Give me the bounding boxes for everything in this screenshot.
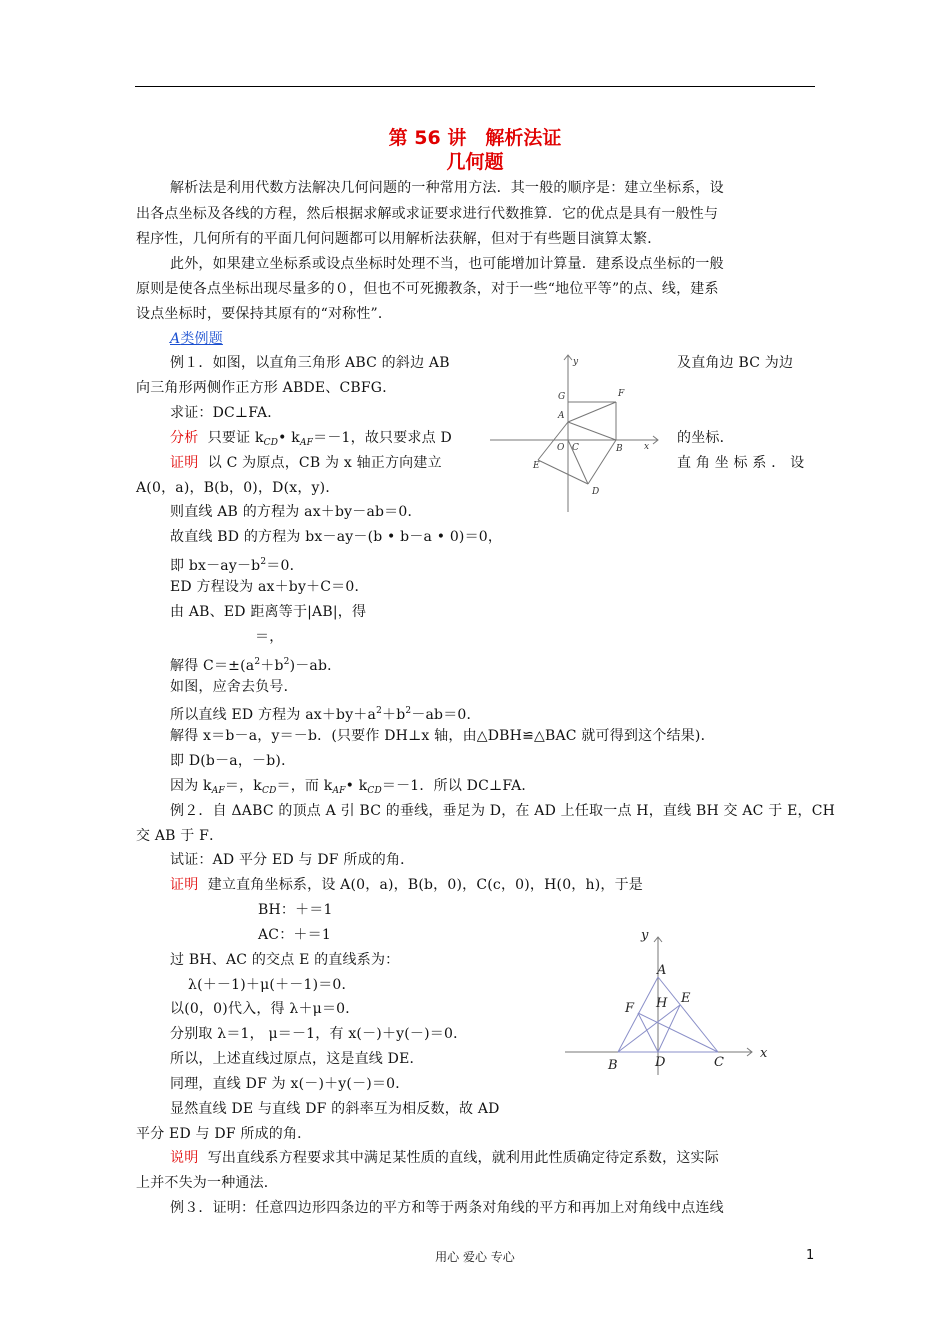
fig1-label-A: A — [558, 411, 565, 421]
fig2-label-E: E — [681, 991, 691, 1006]
section-a-link[interactable]: A类例题 — [170, 331, 223, 347]
ex1-line13: 解得 $C=\pm(a^2+b^2)-ab$． — [170, 657, 342, 674]
ex1-analysis-right: 的坐标． — [677, 430, 734, 446]
fig2-label-y: y — [641, 928, 649, 943]
ex1-line12: ＝， — [255, 629, 284, 645]
fig1-label-D: D — [592, 487, 600, 497]
ex1-line1: 例１．如图，以直角三角形 ABC 的斜边 AB — [170, 355, 450, 371]
intro-p1-l1: 解析法是利用代数方法解决几何问题的一种常用方法．其一般的顺序是：建立坐标系，设 — [170, 180, 724, 196]
ex2-line7: 过 BH、AC 的交点 E 的直线系为： — [170, 952, 400, 968]
figure-1-squares — [490, 350, 665, 512]
intro-p1-l2: 出各点坐标及各线的方程，然后根据求解或求证要求进行代数推算．它的优点是具有一般性与 — [136, 206, 719, 222]
ex2-line1: 例２．自 ΔABC 的顶点 A 引 BC 的垂线，垂足为 D，在 AD 上任取一点 H，直线 BH 交 AC 于 E，CH — [170, 803, 836, 819]
ex1-line7: 则直线 AB 的方程为 ax＋by－ab＝0． — [170, 504, 422, 520]
ex1-line14: 如图，应舍去负号． — [170, 679, 298, 695]
fig1-label-E: E — [533, 461, 540, 471]
fig2-label-x: x — [760, 1046, 768, 1061]
ex2-bh-eq: BH：＋＝1 — [258, 902, 333, 918]
intro-p2-l3: 设点坐标时，要保持其原有的“对称性”． — [136, 306, 393, 322]
ex2-line8: λ(＋－1)＋μ(＋－1)＝0． — [188, 977, 356, 993]
ex2-note-l2: 上并不失为一种通法． — [136, 1175, 278, 1191]
ex1-line16: 解得 x＝b－a，y＝－b．(只要作 DH⊥x 轴，由△DBH≌△BAC 就可得到这个结果)． — [170, 728, 715, 744]
ex1-line2: 向三角形两侧作正方形 ABDE、CBFG． — [136, 380, 397, 396]
page-title-line2: 几何题 — [446, 151, 504, 173]
ex2-note: 说明 写出直线系方程要求其中满足某性质的直线，就利用此性质确定待定系数，这实际 — [170, 1150, 719, 1166]
ex2-line11: 所以，上述直线过原点，这是直线 DE． — [170, 1051, 424, 1067]
fig1-label-C: C — [572, 443, 579, 453]
page-title: 第 56 讲 解析法证 — [388, 127, 562, 149]
fig2-label-F: F — [625, 1001, 635, 1016]
ex1-proof-right: 直 角 坐 标 系 ． 设 — [677, 455, 805, 471]
intro-p2-l1: 此外，如果建立坐标系或设点坐标时处理不当，也可能增加计算量．建系设点坐标的一般 — [170, 256, 724, 272]
ex1-line18: 因为 $k_{AF}=$，$k_{CD}=$，而 $k_{AF}•$ $k_{CD}=-1$．所以 DC⊥FA． — [170, 778, 536, 796]
ex1-line11: 由 AB、ED 距离等于|AB|，得 — [170, 604, 367, 620]
fig1-label-F: F — [618, 389, 625, 399]
header-rule — [135, 86, 815, 87]
ex2-ac-eq: AC：＋＝1 — [258, 927, 331, 943]
footer-text: 用心 爱心 专心 — [435, 1250, 515, 1264]
ex1-line10: ED 方程设为 ax＋by＋C＝0． — [170, 579, 369, 595]
intro-p2-l2: 原则是使各点坐标出现尽量多的０，但也不可死搬教条，对于一些“地位平等”的点、线，建系 — [136, 281, 719, 297]
ex2-line14: 平分 ED 与 DF 所成的角． — [136, 1126, 312, 1142]
ex1-line17: 即 D(b－a，－b)． — [170, 753, 296, 769]
ex1-proof: 证明 以 C 为原点，CB 为 x 轴正方向建立 — [170, 455, 442, 471]
intro-p1-l3: 程序性，几何所有的平面几何问题都可以用解析法获解，但对于有些题目演算太繁． — [136, 231, 662, 247]
ex2-line10: 分别取 λ＝1， μ＝－1，有 x(－)＋y(－)＝0． — [170, 1026, 468, 1042]
fig2-label-D: D — [655, 1055, 666, 1070]
ex2-proof: 证明 建立直角坐标系，设 A(0，a)，B(b，0)，C(c，0)，H(0，h)，于是 — [170, 877, 643, 893]
ex2-line3: 试证：AD 平分 ED 与 DF 所成的角． — [170, 852, 415, 868]
fig2-label-C: C — [714, 1055, 724, 1070]
ex1-analysis: 分析 只要证 $k_{CD}•$ $k_{AF}=-1$，故只要求点 D — [170, 430, 452, 448]
figure-2-triangle — [560, 925, 775, 1075]
fig2-label-H: H — [656, 996, 668, 1011]
fig2-label-A: A — [657, 963, 667, 978]
fig1-label-x: x — [644, 442, 650, 452]
ex1-line1-right: 及直角边 BC 为边 — [677, 355, 794, 371]
fig1-label-G: G — [558, 392, 566, 402]
ex1-line3: 求证：DC⊥FA． — [170, 405, 282, 421]
ex2-line9: 以(0，0)代入，得 λ＋μ＝0． — [170, 1001, 360, 1017]
ex2-line13: 显然直线 DE 与直线 DF 的斜率互为相反数，故 AD — [170, 1101, 500, 1117]
fig1-label-O: O — [557, 443, 565, 453]
ex2-line12: 同理，直线 DF 为 x(－)＋y(－)＝0． — [170, 1076, 410, 1092]
page-number: 1 — [806, 1248, 815, 1263]
fig2-label-B: B — [608, 1058, 618, 1073]
fig1-label-y: y — [573, 357, 579, 367]
ex1-line15: 所以直线 ED 方程为 $ax+by+a^2+b^2-ab=0$． — [170, 706, 481, 723]
fig1-label-B: B — [616, 444, 623, 454]
ex1-line6: A(0，a)，B(b，0)，D(x，y)． — [136, 480, 340, 496]
ex1-line8: 故直线 BD 的方程为 bx－ay－(b • b－a • 0)＝0， — [170, 529, 503, 545]
ex3-line1: 例３．证明：任意四边形四条边的平方和等于两条对角线的平方和再加上对角线中点连线 — [170, 1200, 724, 1216]
ex1-line9: 即 $bx-ay-b^2=0$． — [170, 557, 304, 574]
ex2-line2: 交 AB 于 F． — [136, 828, 224, 844]
